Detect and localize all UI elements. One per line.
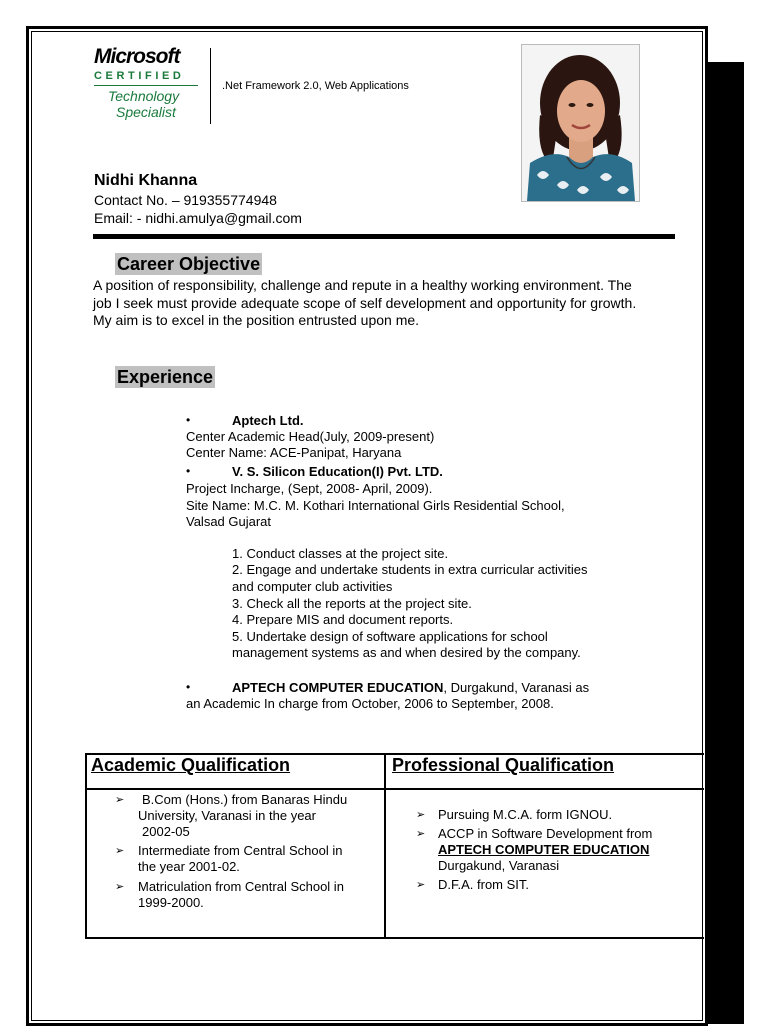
job3-role: an Academic In charge from October, 2006 to September, 2008.: [186, 696, 554, 711]
job1-company: Aptech Ltd.: [232, 413, 304, 428]
job2-company: V. S. Silicon Education(I) Pvt. LTD.: [232, 464, 443, 479]
arrow-bullet-icon: ➢: [416, 879, 426, 891]
job3-company: APTECH COMPUTER EDUCATION: [232, 680, 444, 695]
arrow-bullet-icon: ➢: [115, 794, 125, 806]
experience-heading: Experience: [117, 367, 214, 387]
arrow-bullet-icon: ➢: [115, 845, 125, 857]
table-border: [85, 753, 87, 939]
academic-item: Matriculation from Central School in: [138, 879, 344, 894]
job2-site: Site Name: M.C. M. Kothari International Girls Residential School,: [186, 498, 565, 513]
professional-location: Durgakund, Varanasi: [438, 858, 560, 873]
portrait-image: [522, 45, 639, 201]
arrow-bullet-icon: ➢: [416, 828, 426, 840]
contact-number: Contact No. – 919355774948: [94, 192, 277, 208]
logo-rule: [94, 85, 198, 86]
academic-qualification-heading: Academic Qualification: [91, 755, 291, 775]
arrow-bullet-icon: ➢: [416, 809, 426, 821]
academic-item: Intermediate from Central School in: [138, 843, 343, 858]
job1-center: Center Name: ACE-Panipat, Haryana: [186, 445, 402, 460]
duty-line: 3. Check all the reports at the project site.: [232, 596, 472, 611]
career-objective-heading: Career Objective: [117, 254, 261, 274]
academic-item: 1999-2000.: [138, 895, 204, 910]
professional-item: ACCP in Software Development from: [438, 826, 653, 841]
job3-location: , Durgakund, Varanasi as: [443, 680, 590, 695]
microsoft-certified-logo: [94, 46, 204, 120]
duty-line: 1. Conduct classes at the project site.: [232, 546, 449, 561]
professional-item: D.F.A. from SIT.: [438, 877, 530, 892]
job2-role: Project Incharge, (Sept, 2008- April, 2009).: [186, 481, 433, 496]
duty-line: 4. Prepare MIS and document reports.: [232, 612, 454, 627]
candidate-name: Nidhi Khanna: [94, 172, 198, 189]
duty-line: 2. Engage and undertake students in extra curricular activities: [232, 562, 588, 577]
academic-item: 2002-05: [142, 824, 190, 839]
certification-tagline: .Net Framework 2.0, Web Applications: [222, 80, 409, 92]
duty-line: 5. Undertake design of software applications for school: [232, 629, 548, 644]
qualification-table: [85, 753, 704, 939]
academic-item: University, Varanasi in the year: [138, 808, 316, 823]
profile-photo: [521, 44, 640, 202]
header-divider: [93, 234, 675, 239]
table-border: [384, 753, 386, 939]
logo-line2: Specialist: [116, 104, 176, 120]
professional-qualification-heading: Professional Qualification: [392, 755, 615, 775]
duty-line: management systems as and when desired by the company.: [232, 645, 581, 660]
bullet-icon: •: [186, 680, 191, 694]
career-objective-text: A position of responsibility, challenge and repute in a healthy working environment. The job I seek must provide adequate scope of self development and opportunity for growth. My aim is to excel in the position entrusted upon me.: [93, 277, 637, 328]
job3-company-line: [232, 680, 589, 696]
arrow-bullet-icon: ➢: [115, 881, 125, 893]
bullet-icon: •: [186, 413, 191, 427]
professional-item: Pursuing M.C.A. form IGNOU.: [438, 807, 613, 822]
table-border: [85, 788, 704, 790]
email-address: Email: - nidhi.amulya@gmail.com: [94, 210, 302, 226]
job2-site-location: Valsad Gujarat: [186, 514, 272, 529]
logo-certified: CERTIFIED: [94, 70, 185, 82]
academic-item: the year 2001-02.: [138, 859, 240, 874]
job1-role: Center Academic Head(July, 2009-present): [186, 429, 435, 444]
logo-line1: Technology: [108, 88, 180, 104]
logo-brand: Microsoft: [94, 45, 180, 68]
logo-divider: [210, 48, 211, 124]
academic-item: B.Com (Hons.) from Banaras Hindu: [142, 792, 348, 807]
professional-institute: APTECH COMPUTER EDUCATION: [438, 842, 650, 857]
duty-line: and computer club activities: [232, 579, 393, 594]
bullet-icon: •: [186, 464, 191, 478]
page-shadow: [706, 62, 744, 1024]
table-border: [85, 937, 704, 939]
